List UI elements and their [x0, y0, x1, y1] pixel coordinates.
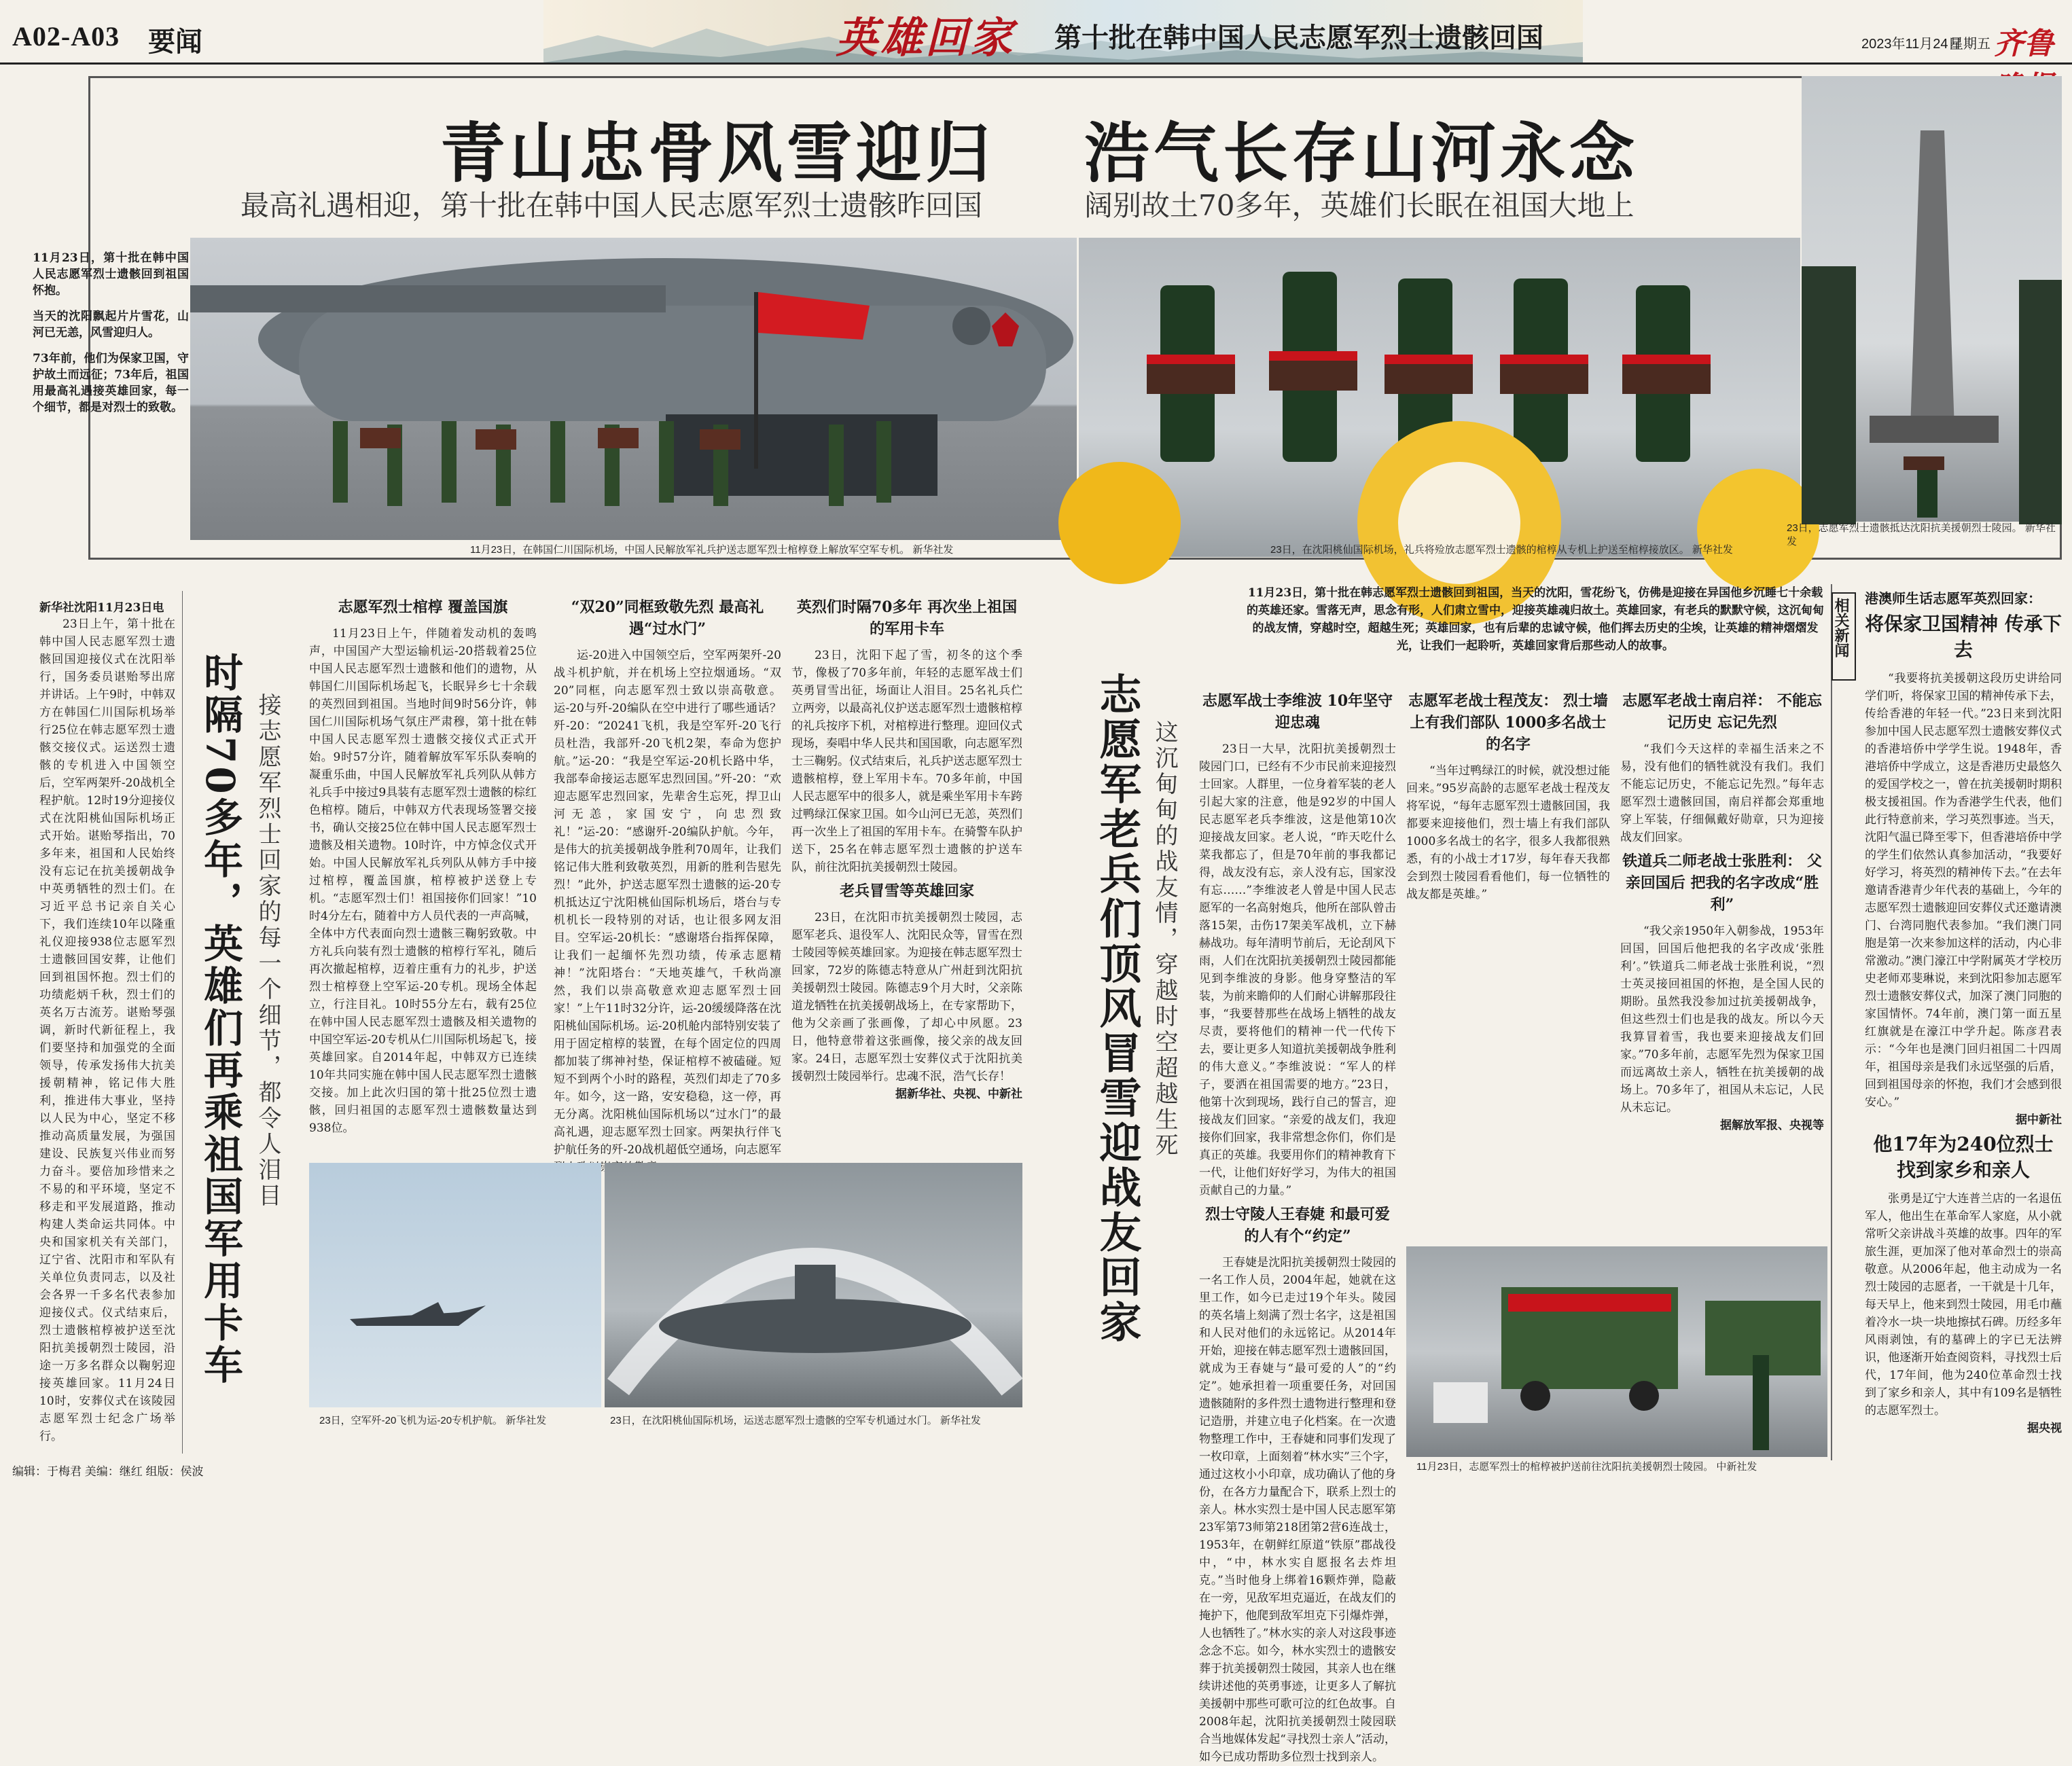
sidebar-kicker: 港澳师生话志愿军英烈回家：: [1865, 590, 2041, 607]
lead-paragraph: 11月23日，第十批在韩中国人民志愿军烈士遗骸回到祖国怀抱。: [33, 251, 189, 298]
sidebar-article-2: [1865, 1128, 2062, 1460]
intro-text: 11月23日，第十批在韩志愿军烈士遗骸回到祖国，当天的沈阳，雪花纷飞，仿佛是迎接在异国他乡沉睡七十余载的英雄还家。雪落无声，思念有形，人们肃立雪中，迎接英雄魂归故土。英雄回家，有老兵的默默守候，这沉甸甸的战友情，穿越时空，超越生死；英雄回家，也有后辈的忠诚守候，他们挥去历史的尘埃，让英雄的精神熠熠发光，让我们一起聆听，英雄回家背后那些动人的故事。: [1247, 586, 1824, 653]
article-text: “当年过鸭绿江的时候，就没想过能回来。”95岁高龄的志愿军老战士程茂友将军说，“每年志愿军烈士遗骸回国，我都要来迎接他们，烈士墙上有我们部队1000多名战士的名字，很多人我都很熟悉，有的小战士才17岁，每年春天我都会到烈士陵园看看他们，每一位牺牲的战友都是英雄。”: [1406, 764, 1610, 901]
column-rule: [1831, 584, 1832, 1460]
article1-vertical-title: 时隔70多年，英雄们再乘祖国军用卡车: [197, 652, 243, 1386]
photo-water-salute: [605, 1163, 1022, 1407]
masthead: [0, 0, 2072, 65]
dateline: 新华社沈阳11月23日电: [39, 601, 164, 615]
section-title: 烈士守陵人王春婕 和最可爱的人有个“约定”: [1205, 1206, 1390, 1245]
article-text: 23日一大早，沈阳抗美援朝烈士陵园门口，已经有不少市民前来迎接烈士回家。人群里，一位身着军装的老人引起大家的注意，他是92岁的中国人民志愿军老兵李维波，这是他第10次迎接战友回家。老人说，“昨天吃什么菜我都忘了，但是70年前的事我都记得，战友没有忘，亲人没有忘，国家没有忘……”李维波老人曾是中国人民志愿军的一名高射炮兵，他所在部队曾击落15架，击伤17架美军战机，立下赫赫战功。每年清明节前后，无论刮风下雨，人们在沈阳抗美援朝烈士陵园都能见到李维波的身影。他身穿整洁的军装，为前来瞻仰的人们耐心讲解那段往事，“我要替那些在战场上牺牲的战友尽责，要将他们的精神一代一代传下去，要让更多人知道抗美援朝战争胜利的伟大意义。”李维波说：“军人的样子，要洒在祖国需要的地方。”23日，他第十次到现场，践行自己的誓言，迎接战友们回家。“亲爱的战友们，我迎接你们回家，我非常想念你们，你们是真正的英雄。我要用你们的精神教育下一代，让他们好好学习，为伟大的祖国贡献自己的力量。”: [1199, 742, 1396, 1197]
plane-illustration: [190, 238, 1077, 540]
article-text: 23日，沈阳下起了雪，初冬的这个季节，像极了70多年前，年轻的志愿军战士们英勇冒雪出征，场面让人泪目。25名礼兵伫立两旁，以最高礼仪护送志愿军烈士遗骸棺椁的礼兵按序下机，对棺椁进行整理。迎回仪式现场，奏唱中华人民共和国国歌，向志愿军烈士三鞠躬。仪式结束后，礼兵护送志愿军烈士遗骸棺椁，登上军用卡车。70多年前，中国人民志愿军中的很多人，就是乘坐军用卡车跨过鸭绿江保家卫国。如今山河已无恙，英烈们再一次坐上了祖国的军用卡车。在骑警车队护送下，25名在韩志愿军烈士遗骸的护送车队，前往沈阳抗美援朝烈士陵园。: [791, 649, 1022, 874]
subheadline-left: 最高礼遇相迎，第十批在韩中国人民志愿军烈士遗骸昨回国: [240, 189, 983, 222]
section-title: 老兵冒雪等英雄回家: [839, 882, 974, 900]
section-title: 英烈们时隔70多年 再次坐上祖国的军用卡车: [796, 598, 1018, 638]
photo-convoy: [1406, 1246, 1827, 1457]
page-number: A02-A03: [12, 21, 120, 52]
article2-column-3: [1620, 686, 1824, 1243]
banner-title: 英雄回家: [836, 13, 1016, 62]
article2-vertical-title: 志愿军老兵们顶风冒雪迎战友回家: [1092, 672, 1142, 1345]
article-text: 王春婕是沈阳抗美援朝烈士陵园的一名工作人员，2004年起，她就在这里工作，如今已走过19个年头。陵园的英名墙上刻满了烈士名字，这是祖国和人民对他们的永远铭记。从2014年开始，迎接在韩志愿军烈士遗骸回国，就成为王春婕与“最可爱的人”的“约定”。她承担着一项重要任务，对回国遗骸随附的多件烈士遗物进行整理和登记造册，并建立电子化档案。在一次遗物整理工作中，王春婕和同事们发现了一枚印章，上面刻着“林水实”三个字，通过这枚小小印章，成功确认了他的身份，在各方力量配合下，联系上烈士的亲人。林水实烈士是中国人民志愿军第23军第73师第218团第2营6连战士，1953年，在朝鲜红原道“铁原”郡战役中，“中，林水实自愿报名去炸坦克。”当时他身上绑着16颗炸弹，隐蔽在一旁，见敌军坦克逼近，在战友们的掩护下，他爬到敌军坦克下引爆炸弹，人也牺牲了。”林水实的亲人对这段事迹念念不忘。如今，林水实烈士的遗骸安葬于抗美援朝烈士陵园，其亲人也在继续讲述他的英勇事迹，让更多人了解抗美援朝中那些可歌可泣的红色故事。自2008年起，沈阳抗美援朝烈士陵园联合当地媒体发起“寻找烈士亲人”活动，如今已成功帮助多位烈士找到亲人。: [1199, 1256, 1396, 1764]
sidebar-title: 将保家卫国精神 传承下去: [1865, 613, 2062, 661]
byline: 据央视: [2027, 1422, 2062, 1435]
lead-paragraph: 73年前，他们为保家卫国，守护故土而远征；73年后，祖国用最高礼遇接英雄回家，每一个细节，都是对烈士的致敬。: [33, 352, 189, 414]
article-text: 11月23日上午，伴随着发动机的轰鸣声，中国国产大型运输机运-20搭载着25位中国人民志愿军烈士遗骸和他们的遗物，从韩国仁川国际机场起飞，长眠异乡七十余载的英烈回到祖国。当地时间9时56分许，韩国仁川国际机场气氛庄严肃穆，第十批在韩中国人民志愿军烈士遗骸交接仪式正式开始。9时57分许，随着解放军军乐队奏响的凝重乐曲，中国人民解放军礼兵列队从韩方礼兵手中接过9具装有志愿军烈士遗骸的棕红色棺椁。随后，中韩双方代表现场签署交接书，确认交接25位在韩中国人民志愿军烈士遗骸及相关遗物。10时许，中方悼念仪式开始。中国人民解放军礼兵列队从韩方手中接过棺椁，覆盖国旗，棺椁被护送登上专机。“志愿军烈士们！祖国接你们回家！”10时4分左右，随着中方人员代表的一声高喊，全体中方代表面向烈士遗骸三鞠躬致敬。中方礼兵向装有烈士遗骸的棺椁行军礼，随后再次撤起棺椁，迈着庄重有力的礼步，护送烈士棺椁登上空军运-20专机。现场全体起立，行注目礼。10时55分左右，载有25位在韩中国人民志愿军烈士遗骸及相关遗物的中国空军运-20专机从仁川国际机场起飞，接英雄回家。自2014年起，中韩双方已连续10年共同实施在韩中国人民志愿军烈士遗骸交接。加上此次归国的第十批25位烈士遗骸，回归祖国的志愿军烈士遗骸数量达到938位。: [309, 627, 537, 1135]
article1-vertical-subtitle: 接志愿军烈士回家的每一个细节，都令人泪目: [254, 693, 281, 1209]
photo-plane-honor-guard: [190, 238, 1077, 540]
sidebar-title: 他17年为240位烈士 找到家乡和亲人: [1873, 1133, 2054, 1181]
article-text: “我父亲1950年入朝参战，1953年回国，回国后他把我的名字改成‘张胜利’。”铁道兵二师老战士张胜利说，“烈士英灵接回祖国的怀抱，是全国人民的期盼。虽然我没参加过抗美援朝战争，但这些烈士们也是我的战友。所以今天我算冒着雪，我也要来迎接战友们回家。”70多年前，志愿军先烈为保家卫国而远离故土亲人，牺牲在抗美援朝的战场上。70多年了，祖国从未忘记，人民从未忘记。: [1620, 924, 1824, 1115]
editor-credits: 编辑：于梅君 美编：继红 组版：侯波: [12, 1465, 204, 1478]
soldiers-illustration: [1079, 238, 1800, 557]
photo-caption: 11月23日，志愿军烈士的棺椁被护送前往沈阳抗美援朝烈士陵园。 中新社发: [1416, 1461, 1757, 1473]
headline-left: 青山忠骨风雪迎归: [440, 115, 995, 192]
section-title: 志愿军战士李维波 10年坚守迎忠魂: [1202, 692, 1393, 732]
article1-column-3: [554, 592, 781, 1157]
photo-jet-escort: [309, 1163, 601, 1407]
article-text: “我要将抗美援朝这段历史讲给同学们听，将保家卫国的精神传承下去，传给香港的年轻一代。”23日来到沈阳参加中国人民志愿军烈士遗骸安葬仪式的香港培侨中学学生说。1948年，香港培侨中学成立，这是香港历史最悠久的爱国学校之一，曾在抗美援朝时期积极支援祖国。作为香港学生代表，他们此行特意前来，学习英烈事迹。当天，沈阳气温已降至零下，但香港培侨中学的学生们依然认真参加活动，“我要好好学习，将英烈的精神传下去。”在去年邀请香港青少年代表的基础上，今年的志愿军烈士遗骸迎回安葬仪式还邀请澳门、台湾同胞代表参加。“我们澳门同胞是第一次来参加这样的活动，内心非常激动。”澳门濠江中学附属英才学校历史老师邓斐琳说，来到沈阳参加志愿军烈士遗骸安葬仪式，加深了澳门同胞的家国情怀。74年前，澳门第一面五星红旗就是在濠江中学升起。陈彦君表示：“今年也是澳门回归祖国二十四周年，祖国母亲是我们永远坚强的后盾，回到祖国母亲的怀抱，我们才会感到很安心。”: [1865, 672, 2062, 1109]
sidebar-article-1: [1865, 590, 2062, 1127]
section-title: 志愿军老战士南启祥： 不能忘记历史 忘记先烈: [1622, 692, 1822, 732]
photo-monument: [1802, 76, 2062, 522]
convoy-illustration: [1406, 1246, 1827, 1457]
section-name: 要闻: [148, 26, 202, 58]
article-text: “我们今天这样的幸福生活来之不易，没有他们的牺牲就没有我们。我们不能忘记历史，不能忘记先烈。”每年志愿军烈士遗骸回国，南启祥都会郑重地穿上军装，仔细佩戴好勋章，只为迎接战友们回家。: [1620, 742, 1824, 844]
monument-illustration: [1802, 76, 2062, 522]
article-text: 23日，在沈阳市抗美援朝烈士陵园，志愿军老兵、退役军人、沈阳民众等，冒雪在烈士陵园等候英雄回家。为迎接在韩志愿军烈士回家，72岁的陈德志特意从广州赶到沈阳抗美援朝烈士陵园。陈德志9个月大时，父亲陈道龙牺牲在抗美援朝战场上，在专家帮助下，他为父亲画了张画像，了却心中夙愿。23日，他特意带着这张画像，接父亲的战友回家。24日，志愿军烈士安葬仪式于沈阳抗美援朝烈士陵园举行。忠魂不泯，浩气长存！: [791, 911, 1022, 1083]
article2-column-1: [1199, 686, 1396, 1764]
article1-dateline: [39, 599, 175, 617]
photo-caption: 23日，志愿军烈士遗骸抵达沈阳抗美援朝烈士陵园。 新华社发: [1787, 522, 2056, 547]
photo-soldiers-snow: [1079, 238, 1800, 557]
photo-caption: 23日，在沈阳桃仙国际机场，礼兵将殓放志愿军烈士遗骸的棺椁从专机上护送至棺椁接放区。 新华社发: [1270, 544, 1733, 556]
section-title: 志愿军烈士棺椁 覆盖国旗: [338, 598, 508, 616]
article2-intro: [1243, 584, 1827, 679]
photo-caption: 11月23日，在韩国仁川国际机场，中国人民解放军礼兵护送志愿军烈士棺椁登上解放军空军专机。 新华社发: [470, 544, 954, 556]
related-news-tag: 相关新闻: [1832, 592, 1856, 681]
photo-caption: 23日，在沈阳桃仙国际机场，运送志愿军烈士遗骸的空军专机通过水门。 新华社发: [610, 1415, 981, 1426]
section-title: “双20”同框致敬先烈 最高礼遇“过水门”: [571, 598, 764, 638]
headline-right: 浩气长存山河永念: [1084, 115, 1639, 192]
issue-date: 2023年11月24日: [1861, 37, 1962, 52]
issue-weekday: 星期五: [1950, 37, 1990, 52]
article-text: 运-20进入中国领空后，空军两架歼-20战斗机护航，并在机场上空拉烟通场。“双20”同框，向志愿军烈士致以崇高敬意。运-20与歼-20编队在空中进行了哪些通话？歼-20：“20241飞机，我是空军歼-20飞行员杜浩，我部歼-20飞机2架，奉命为您护航。”运-20：“我是空军运-20机长路中华，我部奉命接运志愿军忠烈回国。”歼-20：“欢迎志愿军忠烈回家，先辈舍生忘死，捍卫山河无恙，家国安宁，向忠烈致礼！”运-20：“感谢歼-20编队护航。今年，是伟大的抗美援朝战争胜利70周年，让我们铭记伟大胜利致敬英烈，用新的胜利告慰先烈！”此外，护送志愿军烈士遗骸的运-20专机抵达辽宁沈阳桃仙国际机场后，塔台与专机机长一段特别的对话，也让很多网友泪目。空军运-20机长：“感谢塔台指挥保障，让我们一起缅怀先烈功绩，传承志愿精神！”沈阳塔台：“天地英雄气，千秋尚凛然，我们以崇高敬意欢迎志愿军烈士回家！”上午11时32分许，运-20缓缓降落在沈阳桃仙国际机场。运-20机舱内部特别安装了用于固定棺椁的装置，在每个固定位的四周都加装了绑神衬垫，保证棺椁不被磕碰。短短不到两个小时的路程，英烈们却走了70多年。如今，这一路，安安稳稳，这一停，再无分离。沈阳桃仙国际机场以“过水门”的最高礼遇，迎志愿军烈士回家。两架执行伴飞护航任务的歼-20战机超低空通场，向志愿军: [554, 649, 781, 1157]
subheadline-right: 阔别故土70多年，英雄们长眠在祖国大地上: [1084, 189, 1635, 222]
jet-illustration: [309, 1163, 601, 1407]
water-salute-illustration: [605, 1163, 1022, 1407]
section-title: 志愿军老战士程茂友： 烈士墙上有我们部队 1000多名战士的名字: [1408, 692, 1608, 753]
paper-logo: 齐鲁: [1994, 26, 2054, 61]
byline: 据新华社、央视、中新社: [895, 1087, 1022, 1101]
photo-caption: 23日，空军歼-20飞机为运-20专机护航。 新华社发: [319, 1415, 547, 1426]
byline: 据解放军报、央视等: [1720, 1119, 1824, 1132]
article1-column-1: [39, 615, 175, 1451]
banner-subtitle: 第十批在韩中国人民志愿军烈士遗骸回国: [1054, 22, 1543, 54]
article-text: 张勇是辽宁大连普兰店的一名退伍军人，他出生在革命军人家庭，从小就常听父亲讲战斗英雄的故事。四年的军旅生涯，更加深了他对革命烈士的崇高敬意。从2006年起，他主动成为一名烈士陵园的志愿者，一干就是十几年，每天早上，他来到烈士陵园，用毛巾蘸着冷水一块一块地擦拭石碑。历经多年风雨剥蚀，有的墓碑上的字已无法辨识，他逐渐开始查阅资料，寻找烈士后代，17年间，他为240位革命烈士找到了家乡和亲人，其中有109名是牺牲的志愿军烈士。: [1865, 1192, 2062, 1418]
byline: 据中新社: [2016, 1113, 2062, 1127]
article1-column-4: [791, 592, 1022, 1156]
article-text: 23日上午，第十批在韩中国人民志愿军烈士遗骸回国迎接仪式在沈阳举行，国务委员谌贻琴出席并讲话。上午9时，中韩双方在韩国仁川国际机场举行25位在韩志愿军烈士遗骸交接仪式。运送烈士遗骸的专机进入中国领空后，空军两架歼-20战机全程护航。12时19分迎接仪式在沈阳桃仙国际机场正式开始。谌贻琴指出，70多年来，祖国和人民始终没有忘记在抗美援朝战争中英勇牺牲的烈士们。在习近平总书记亲自关心下，我们连续10年以隆重礼仪迎接938位志愿军烈士遗骸回国安葬，让他们回到祖国怀抱。烈士们的功绩彪炳千秋，烈士们的英名万古流芳。谌贻琴强调，新时代新征程上，我们要坚持和加强党的全面领导，传承发扬伟大抗美援朝精神，铭记伟大胜利，推进伟大事业，坚持以人民为中心，坚定不移推动高质量发展，为强国建设、民族复兴伟业而努力奋斗。要倍加珍惜来之不易的和平环境，坚定不移走和平发展道路，推动构建人类命运共同体。中央和国家机关有关部门，辽宁省、沈阳市和军队有关单位负责同志，以及社会各界一千多名代表参加迎接仪式。仪式结束后，烈士遗骸棺椁被护送至沈阳抗美援朝烈士陵园，沿途一万多名群众以鞠躬迎接英雄回家。11月24日10时，安葬仪式在该陵园志愿军烈士纪念广场举行。: [39, 617, 175, 1443]
article1-column-2: [309, 592, 537, 1136]
section-title: 铁道兵二师老战士张胜利： 父亲回国后 把我的名字改成“胜利”: [1622, 852, 1822, 914]
lead-paragraph: 当天的沈阳飘起片片雪花，山河已无恙，风雪迎归人。: [33, 310, 189, 340]
column-rule: [182, 591, 183, 1454]
article2-vertical-subtitle: 这沉甸甸的战友情，穿越时空超越生死: [1151, 720, 1178, 1159]
article2-column-2: [1406, 686, 1610, 1243]
banner: [543, 0, 1583, 62]
lead-box: [33, 250, 189, 425]
